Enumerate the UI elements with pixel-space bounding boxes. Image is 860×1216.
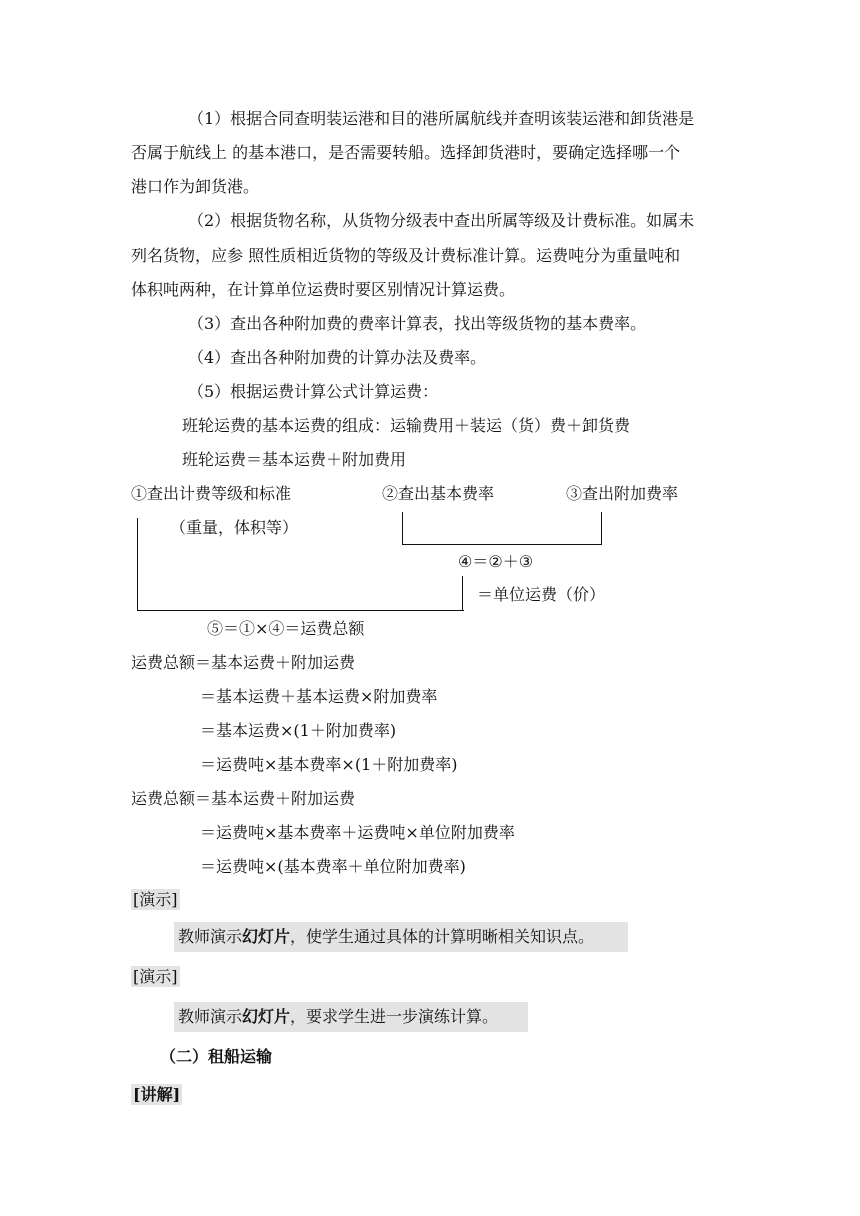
formula-b-line2: ＝运费吨×基本费率＋运费吨×单位附加费率: [200, 823, 515, 842]
para4: （4）查出各种附加费的计算办法及费率。: [188, 348, 487, 367]
freight-composition: 班轮运费的基本运费的组成：运输费用＋装运（货）费＋卸货费: [182, 416, 631, 435]
diagram-step4: ④＝②＋③: [458, 552, 534, 571]
freight-formula: 班轮运费＝基本运费＋附加费用: [182, 450, 407, 469]
diagram-step3: ③查出附加费率: [566, 484, 679, 503]
para5: （5）根据运费计算公式计算运费：: [188, 382, 439, 401]
para3: （3）查出各种附加费的费率计算表，找出等级货物的基本费率。: [188, 314, 647, 333]
para1-line2: 否属于航线上 的基本港口，是否需要转船。选择卸货港时，要确定选择哪一个: [131, 143, 681, 162]
demo1-tag: [演示]: [133, 890, 178, 909]
formula-b-line1: 运费总额＝基本运费＋附加运费: [131, 789, 356, 808]
demo2-text: 教师演示幻灯片，要求学生进一步演练计算。: [174, 1002, 528, 1032]
formula-a-line1: 运费总额＝基本运费＋附加运费: [131, 653, 356, 672]
demo2-slides: 幻灯片: [242, 1007, 291, 1026]
bracket-step4-stem: [462, 576, 463, 611]
demo1-text: 教师演示幻灯片，使学生通过具体的计算明晰相关知识点。: [174, 922, 628, 952]
formula-a-line2: ＝基本运费＋基本运费×附加费率: [200, 687, 438, 706]
diagram-step5: ⑤＝①×④＝运费总额: [207, 619, 365, 638]
formula-a-line4: ＝运费吨×基本费率×(1＋附加费率): [200, 755, 458, 774]
para1-line3: 港口作为卸货港。: [131, 177, 260, 196]
section-heading: （二）租船运输: [160, 1047, 273, 1066]
para2-line2: 列名货物，应参 照性质相近货物的等级及计费标准计算。运费吨分为重量吨和: [131, 246, 681, 265]
para2-line3: 体积吨两种，在计算单位运费时要区别情况计算运费。: [131, 280, 516, 299]
demo2-tag: [演示]: [133, 967, 178, 986]
demo1-slides: 幻灯片: [242, 927, 291, 946]
diagram-step1-note: （重量，体积等）: [170, 518, 299, 537]
lecture-tag: [讲解]: [133, 1085, 181, 1104]
bracket-step1-left: [137, 518, 464, 611]
formula-a-line3: ＝基本运费×(1＋附加费率): [200, 721, 397, 740]
para1-line1: （1）根据合同查明装运港和目的港所属航线并查明该装运港和卸货港是: [188, 109, 695, 128]
formula-b-line3: ＝运费吨×(基本费率＋单位附加费率): [200, 857, 466, 876]
diagram-step2: ②查出基本费率: [382, 484, 495, 503]
para2-line1: （2）根据货物名称，从货物分级表中查出所属等级及计费标准。如属未: [188, 211, 695, 230]
diagram-step4-note: ＝单位运费（价）: [477, 585, 606, 604]
diagram-step1: ①查出计费等级和标准: [131, 484, 292, 503]
